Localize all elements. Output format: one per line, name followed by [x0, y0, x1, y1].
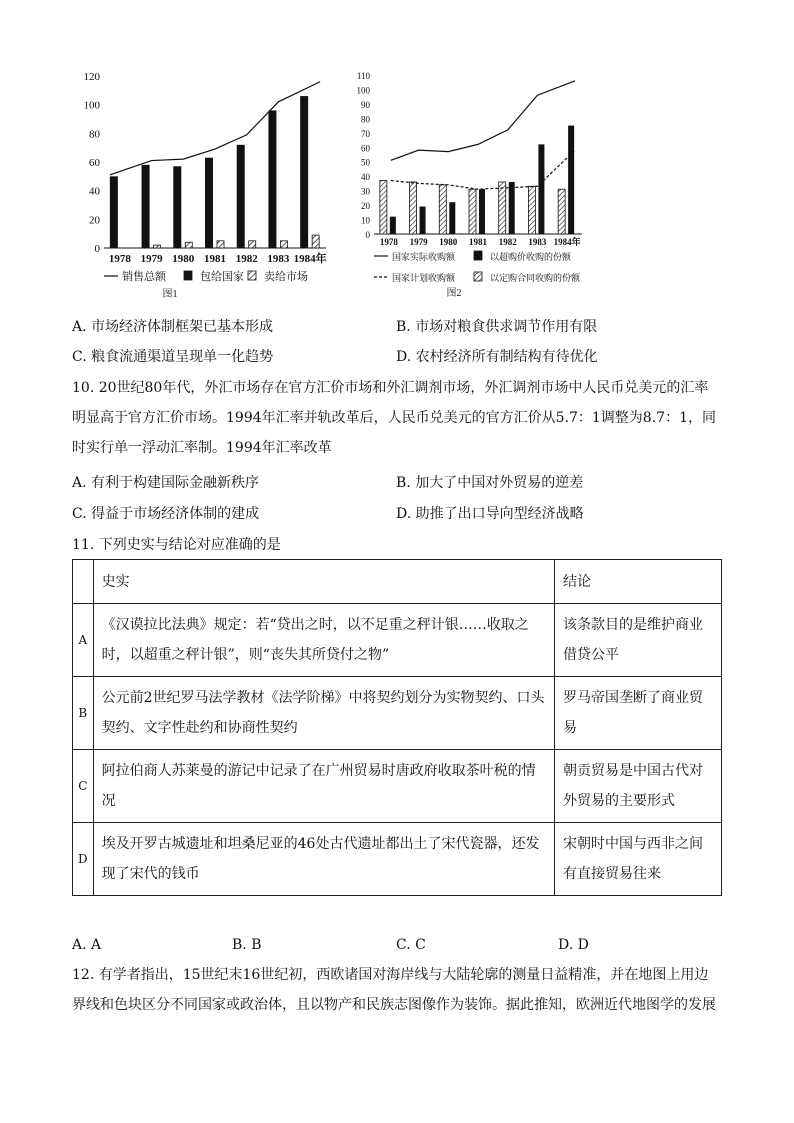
x-tick-label: 1983 — [528, 237, 547, 247]
bar-solid — [173, 166, 181, 248]
y-tick-label: 90 — [361, 99, 370, 110]
q11-option-b: B. B — [232, 937, 262, 953]
figure-caption: 图2 — [446, 288, 462, 299]
bar-hatched — [185, 242, 192, 248]
bar-hatched — [380, 181, 387, 234]
row-conclusion: 该条款目的是维护商业借贷公平 — [555, 604, 722, 677]
bar-solid — [420, 207, 426, 234]
row-key: B — [73, 677, 94, 750]
legend-label: 卖给市场 — [264, 271, 308, 283]
bar-solid — [205, 158, 213, 248]
q9-option-a: A. 市场经济体制框架已基本形成 — [72, 319, 274, 335]
table-header-row — [73, 560, 722, 604]
row-key: D — [73, 823, 94, 896]
bar-hatched — [249, 241, 256, 248]
bar-hatched — [410, 182, 417, 234]
row-fact: 《汉谟拉比法典》规定：若“贷出之时，以不足重之秤计银……收取之时，以超重之秤计银”，则“丧失其所贷付之物” — [93, 604, 554, 677]
row-fact: 公元前2世纪罗马法学教材《法学阶梯》中将契约划分为实物契约、口头契约、文字性赴约和协商性契约 — [93, 677, 554, 750]
q10-option-a: A. 有利于构建国际金融新秩序 — [72, 475, 260, 491]
figure-2-chart — [352, 66, 614, 308]
bar-hatched — [217, 241, 224, 248]
bar-hatched — [528, 186, 535, 234]
y-tick-label: 80 — [89, 128, 100, 141]
x-tick-label: 1982 — [235, 253, 258, 265]
x-tick-label: 1978 — [108, 253, 131, 265]
figure-caption: 图1 — [162, 289, 178, 300]
y-tick-label: 40 — [89, 185, 100, 198]
bar-hatched — [280, 241, 287, 248]
bar-hatched — [558, 189, 565, 234]
legend-label: 销售总额 — [122, 271, 166, 283]
x-tick-label: 1981 — [204, 253, 226, 265]
legend-label: 以超购价收购的份额 — [490, 252, 572, 262]
y-tick-label: 100 — [356, 85, 370, 96]
q12-stem: 12. 有学者指出，15世纪末16世纪初，西欧诸国对海岸线与大陆轮廓的测量日益精准，并在地图上用边界线和色块区分不同国家或政治体，且以物产和民族志图像作为装饰。据此推知，欧洲近代地图学的发展 — [72, 967, 716, 1013]
bar-hatched — [469, 189, 476, 234]
bar-solid — [142, 165, 150, 248]
y-tick-label: 0 — [94, 243, 100, 255]
q10-stem: 10. 20世纪80年代，外汇市场存在官方汇价市场和外汇调剂市场，外汇调剂市场中人民币兑美元的汇率明显高于官方汇价市场。1994年汇率并轨改革后，人民币兑美元的官方汇价从5.7：1调整为8.7：1，同时实行单一浮动汇率制。1994年汇率改革 — [72, 380, 716, 456]
x-tick-label: 1979 — [140, 253, 163, 265]
q11-option-d: D. D — [558, 937, 589, 953]
y-tick-label: 100 — [83, 99, 100, 112]
bar-solid — [300, 96, 308, 248]
y-tick-label: 110 — [356, 71, 370, 81]
legend-label: 包给国家 — [200, 271, 244, 283]
q9-option-c: C. 粮食流通渠道呈现单一化趋势 — [72, 349, 274, 365]
q10-option-c: C. 得益于市场经济体制的建成 — [72, 506, 260, 522]
y-tick-label: 70 — [361, 128, 370, 139]
y-tick-label: 40 — [361, 172, 370, 183]
series-line — [110, 82, 320, 175]
q11-table — [72, 559, 722, 896]
q10-option-b: B. 加大了中国对外贸易的逆差 — [396, 475, 584, 491]
y-tick-label: 30 — [361, 186, 370, 197]
q10-option-d: D. 助推了出口导向型经济战略 — [396, 506, 584, 522]
bar-hatched — [499, 182, 506, 234]
header-fact: 史实 — [93, 560, 554, 604]
figure-1-chart — [70, 62, 340, 307]
row-fact: 阿拉伯商人苏莱曼的游记中记录了在广州贸易时唐政府收取茶叶税的情况 — [93, 750, 554, 823]
legend-label: 以定购合同收购的份额 — [490, 273, 581, 283]
bar-solid — [237, 145, 245, 248]
x-tick-label: 1980 — [172, 253, 195, 265]
bar-solid — [479, 189, 485, 234]
legend-box-swatch — [248, 271, 256, 280]
x-tick-label: 1978 — [379, 237, 398, 247]
bar-solid — [110, 176, 118, 248]
row-conclusion: 宋朝时中国与西非之间有直接贸易往来 — [555, 823, 722, 896]
y-tick-label: 0 — [365, 230, 370, 240]
table-row — [73, 677, 722, 750]
bar-solid — [449, 202, 455, 234]
y-tick-label: 60 — [89, 157, 100, 169]
y-tick-label: 50 — [361, 157, 370, 168]
x-tick-label: 1979 — [409, 237, 428, 247]
q11-option-c: C. C — [396, 937, 426, 953]
x-tick-label: 1981 — [469, 237, 487, 247]
bar-hatched — [312, 235, 319, 248]
q11-stem: 11. 下列史实与结论对应准确的是 — [72, 537, 281, 553]
x-tick-label: 1983 — [267, 253, 290, 265]
q9-option-b: B. 市场对粮食供求调节作用有限 — [396, 319, 598, 335]
bar-hatched — [439, 185, 446, 234]
bar-solid — [538, 144, 544, 234]
table-row — [73, 823, 722, 896]
q9-option-d: D. 农村经济所有制结构有待优化 — [396, 349, 598, 365]
series-line-dashed — [391, 150, 575, 189]
legend-label: 国家实际收购额 — [392, 252, 456, 262]
row-fact: 埃及开罗古城遗址和坦桑尼亚的46处古代遗址都出土了宋代瓷器，还发现了宋代的钱币 — [93, 823, 554, 896]
y-tick-label: 10 — [361, 215, 370, 226]
row-conclusion: 罗马帝国垄断了商业贸易 — [555, 677, 722, 750]
row-conclusion: 朝贡贸易是中国古代对外贸易的主要形式 — [555, 750, 722, 823]
q11-option-a: A. A — [72, 937, 102, 953]
bar-solid — [268, 110, 276, 248]
x-tick-label: 1984年 — [293, 253, 327, 265]
legend-box-swatch — [474, 251, 482, 260]
legend-box-swatch — [474, 272, 482, 281]
y-tick-label: 80 — [361, 114, 370, 125]
y-tick-label: 20 — [361, 201, 370, 212]
bar-solid — [390, 217, 396, 234]
bar-solid — [568, 126, 574, 234]
legend-label: 国家计划收购额 — [392, 273, 456, 283]
legend-box-swatch — [184, 271, 192, 280]
y-tick-label: 20 — [89, 214, 100, 227]
table-row — [73, 750, 722, 823]
y-tick-label: 60 — [361, 143, 370, 154]
table-row — [73, 604, 722, 677]
bar-hatched — [154, 245, 161, 248]
x-tick-label: 1982 — [498, 237, 517, 247]
y-tick-label: 120 — [83, 71, 100, 83]
header-conclusion: 结论 — [555, 560, 722, 604]
x-tick-label: 1980 — [439, 237, 458, 247]
series-line — [391, 81, 575, 161]
row-key: A — [73, 604, 94, 677]
x-tick-label: 1984年 — [553, 237, 581, 247]
bar-solid — [509, 182, 515, 234]
row-key: C — [73, 750, 94, 823]
